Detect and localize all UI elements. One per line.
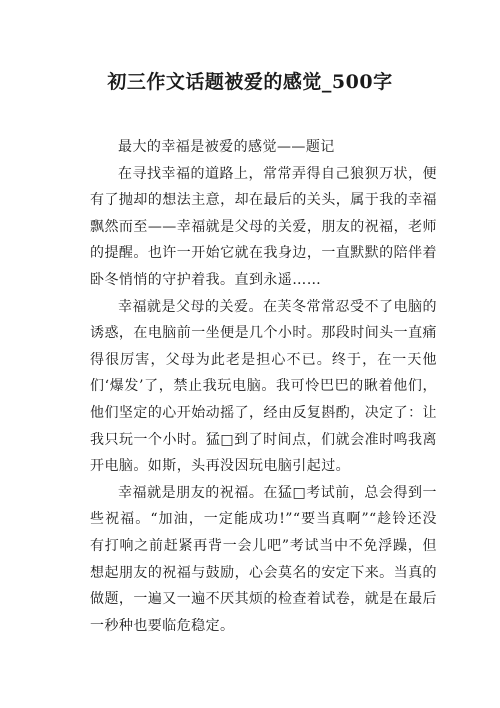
paragraph-epigraph: 最大的幸福是被爱的感觉——题记 <box>118 139 335 155</box>
paragraph-parents-love: 幸福就是父母的关爱。在芙冬常常忍受不了电脑的诱惑，在电脑前一坐便是几个小时。那段时间头一直痛得很厉害，父母为此老是担心不已。终于，在一天他们‘爆发’了，禁止我玩电脑。我可怜巴巴的瞅着他们，他们坚定的心开始动摇了，经由反复斟酌，决定了：让我只玩一个小时。猛□到了时间点，们就会准时鸣我离开电脑。如斯，头再没因玩电脑引起过。 <box>90 298 437 475</box>
paragraph-intro: 在寻找幸福的道路上，常常弄得自己狼狈万状，便有了抛却的想法主意，却在最后的关头，属于我的幸福飘然而至——幸福就是父母的关爱，朋友的祝福，老师的提醒。也许一开始它就在我身边，一直默默的陪伴着卧冬悄悄的守护着我。直到永遥…… <box>90 165 437 288</box>
document-body <box>90 134 437 639</box>
document-title: 初三作文话题被爱的感觉_500字 <box>107 71 393 93</box>
paragraph-friends-blessing: 幸福就是朋友的祝福。在猛□考试前，总会得到一些祝福。“加油，一定能成功!”“要当真啊”“趁铃还没有打响之前赶紧再背一会儿吧”考试当中不免浮躁，但想起朋友的祝福与鼓励，心会莫名的安定下来。当真的做题，一遍又一遍不厌其烦的检查着试卷，就是在最后一秒种也要临危稳定。 <box>90 484 437 634</box>
